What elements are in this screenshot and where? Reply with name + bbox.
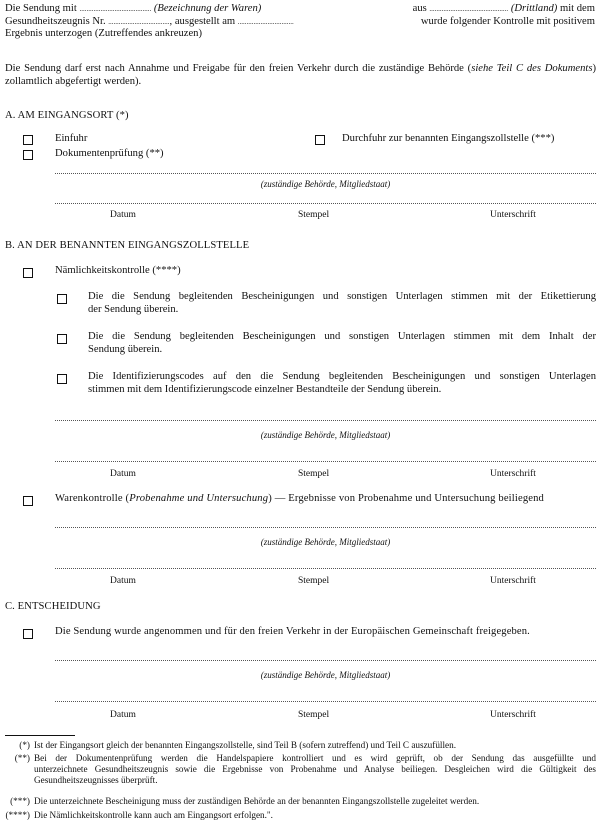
section-b-heading: B. AN DER BENANNTEN EINGANGSZOLLSTELLE: [5, 240, 250, 251]
authority-caption: (zuständige Behörde, Mitgliedstaat): [260, 537, 391, 547]
date-label: Datum: [110, 710, 136, 720]
checkbox-contents-match[interactable]: [57, 334, 67, 344]
section-c-heading: C. ENTSCHEIDUNG: [5, 601, 101, 612]
footnote-text: Die unterzeichnete Bescheinigung muss der zuständigen Behörde an der benannten Eingangszollstelle zugeleitet werden.: [34, 796, 480, 806]
intro-paragraph: [5, 3, 595, 41]
third-country-blank[interactable]: .............................................: [429, 5, 509, 13]
footnote-text: unterzeichnete Gesundheitszeugnis sowie die Ergebnisse von Probenahme und Analyse beiliegen. Desgleichen wird die Gültigkeit des: [34, 764, 596, 775]
checkbox-identity-check[interactable]: [23, 268, 33, 278]
date-label: Datum: [110, 469, 136, 479]
footnote-mark: (***): [10, 796, 30, 806]
intro-line-1: Die Sendung mit ......................................... (Bezeichnung der Waren) aus ............................................. (Drittland) mit dem: [5, 3, 595, 14]
checkbox-release-decision[interactable]: [23, 629, 33, 639]
checkbox-labelling-match[interactable]: [57, 294, 67, 304]
footnote-mark: (*): [19, 740, 30, 750]
authority-line[interactable]: [55, 660, 596, 661]
signature-line[interactable]: [55, 461, 596, 462]
option-dokumentenpruefung-label: Dokumentenprüfung (**): [55, 148, 164, 159]
checkbox-dokumentenpruefung[interactable]: [23, 150, 33, 160]
option-durchfuhr-label: Durchfuhr zur benannten Eingangszollstelle (***): [342, 133, 555, 144]
goods-description-blank[interactable]: .........................................: [79, 5, 152, 13]
labelling-match-label: Die die Sendung begleitenden Bescheinigungen und sonstigen Unterlagen stimmen mit der Etikettierung der Sendung überein.: [88, 291, 596, 315]
authority-caption: (zuständige Behörde, Mitgliedstaat): [260, 670, 391, 680]
identification-codes-match-label: Die Identifizierungscodes auf den die Sendung begleitenden Bescheinigungen und sonstigen Unterlagen stimmen mit dem Identifizierungscode einzelner Bestandteile der Sendung überein.: [88, 371, 596, 395]
checkbox-einfuhr[interactable]: [23, 135, 33, 145]
footnote-text: Die Nämlichkeitskontrolle kann auch am Eingangsort erfolgen.".: [34, 810, 273, 820]
stamp-label: Stempel: [298, 576, 330, 586]
authority-caption: (zuständige Behörde, Mitgliedstaat): [260, 430, 391, 440]
checkbox-identification-codes-match[interactable]: [57, 374, 67, 384]
release-decision-label: Die Sendung wurde angenommen und für den freien Verkehr in der Europäischen Gemeinschaft freigegeben.: [55, 626, 530, 637]
date-label: Datum: [110, 576, 136, 586]
date-label: Datum: [110, 210, 136, 220]
signature-line[interactable]: [55, 701, 596, 702]
stamp-label: Stempel: [298, 210, 330, 220]
release-note: Die Sendung darf erst nach Annahme und Freigabe für den freien Verkehr durch die zuständige Behörde (siehe Teil C des Dokuments) zollamtlich abgefertigt werden).: [5, 63, 596, 87]
option-einfuhr-label: Einfuhr: [55, 133, 88, 144]
footnote-text: Gesundheitszeugnisses überprüft.: [34, 775, 158, 786]
stamp-label: Stempel: [298, 469, 330, 479]
checkbox-durchfuhr[interactable]: [315, 135, 325, 145]
signature-label: Unterschrift: [490, 710, 536, 720]
signature-line[interactable]: [55, 568, 596, 569]
stamp-label: Stempel: [298, 710, 330, 720]
authority-line[interactable]: [55, 527, 596, 528]
signature-line[interactable]: [55, 203, 596, 204]
authority-line[interactable]: [55, 173, 596, 174]
footnote-text: Bei der Dokumentenprüfung werden die Handelspapiere kontrolliert und es wird geprüft, ob der Sendung das ausgefüllte und: [34, 753, 596, 763]
signature-label: Unterschrift: [490, 469, 536, 479]
footnote-mark: (****): [5, 810, 30, 820]
identity-check-label: Nämlichkeitskontrolle (****): [55, 265, 181, 276]
issue-date-blank[interactable]: ................................: [237, 17, 294, 26]
intro-line-2: Gesundheitszeugnis Nr. ..................................., ausgestellt am ................................ wurde folgender Kontrolle mit positivem: [5, 15, 595, 27]
intro-line-3: Ergebnis unterzogen (Zutreffendes ankreuzen): [5, 28, 202, 39]
signature-label: Unterschrift: [490, 210, 536, 220]
footnote-divider: [5, 735, 75, 736]
footnote-mark: (**): [14, 753, 30, 763]
goods-check-label: Warenkontrolle (Probenahme und Untersuchung) — Ergebnisse von Probenahme und Untersuchung beiliegend: [55, 493, 545, 504]
signature-label: Unterschrift: [490, 576, 536, 586]
authority-line[interactable]: [55, 420, 596, 421]
contents-match-label: Die die Sendung begleitenden Bescheinigungen und sonstigen Unterlagen stimmen mit dem Inhalt der Sendung überein.: [88, 331, 596, 355]
footnote-text: Ist der Eingangsort gleich der benannten Eingangszollstelle, sind Teil B (sofern zutreffend) und Teil C auszufüllen.: [34, 740, 456, 750]
checkbox-goods-check[interactable]: [23, 496, 33, 506]
section-a-heading: A. AM EINGANGSORT (*): [5, 110, 129, 121]
authority-caption: (zuständige Behörde, Mitgliedstaat): [260, 179, 391, 189]
certificate-number-blank[interactable]: ...................................: [108, 17, 170, 26]
